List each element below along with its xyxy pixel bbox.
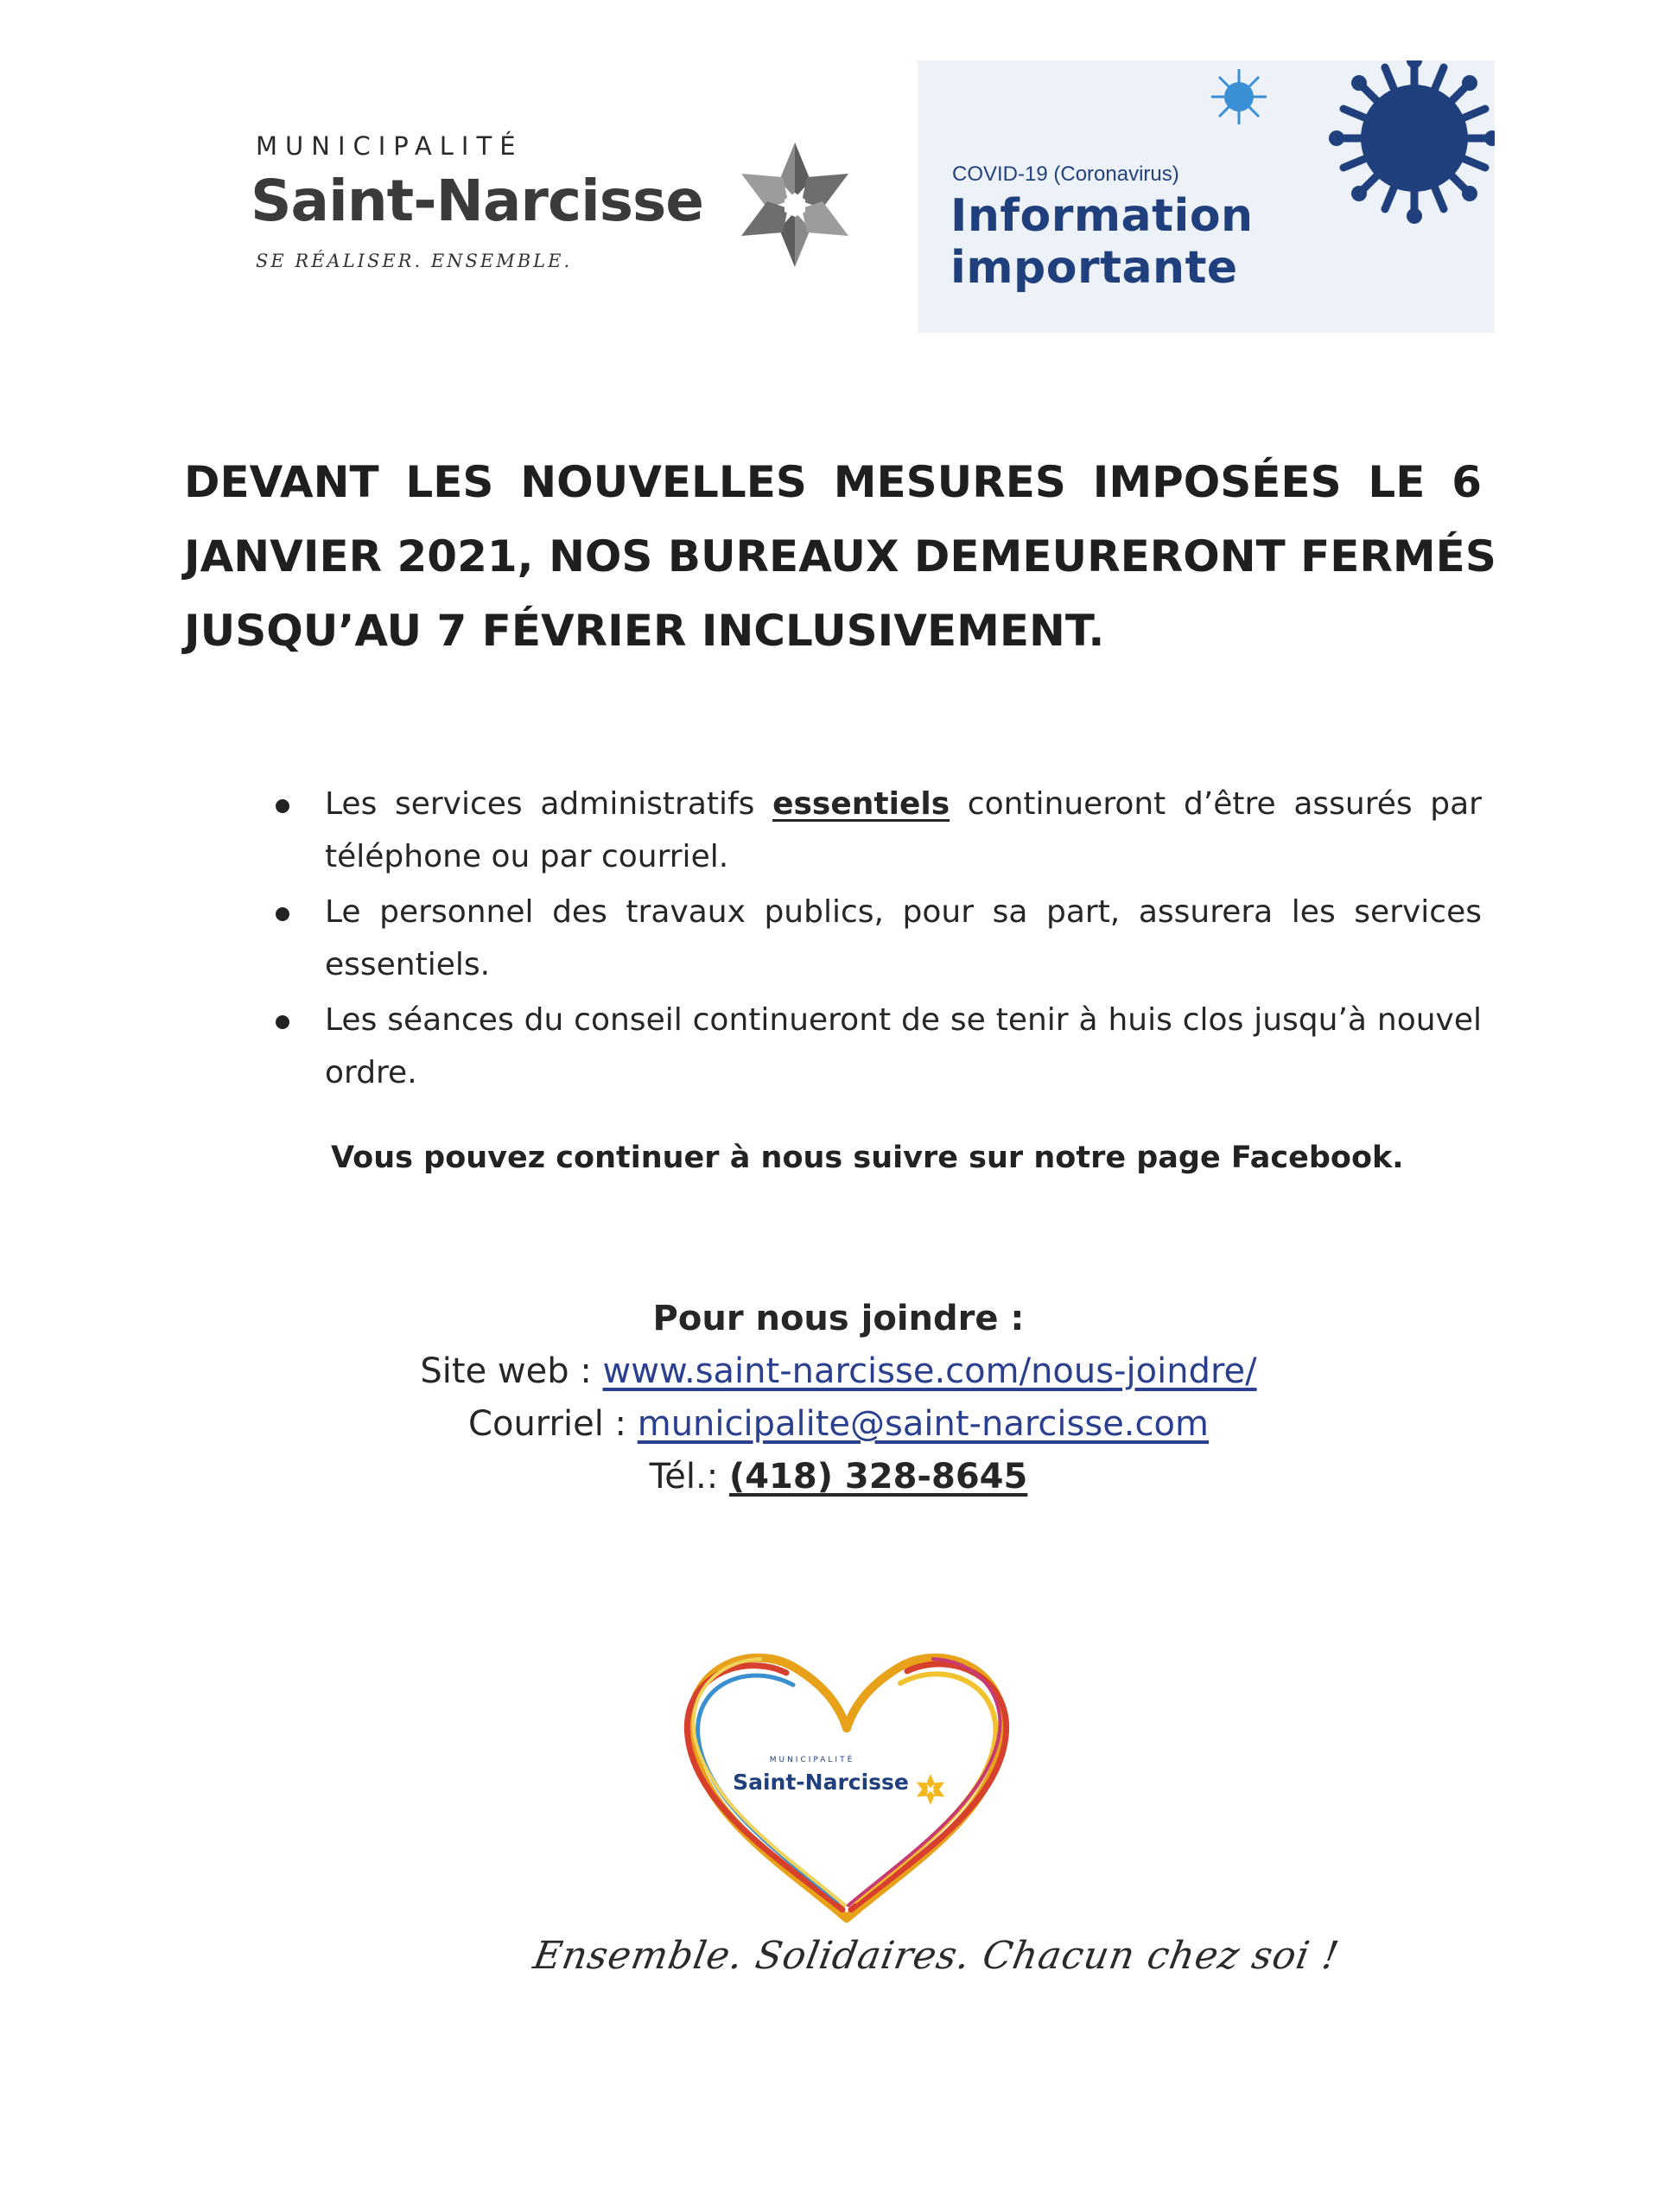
small-virus-icon bbox=[1208, 66, 1270, 128]
contact-block bbox=[0, 1293, 1677, 1503]
contact-website-row bbox=[0, 1345, 1677, 1398]
phone-label: Tél.: bbox=[649, 1457, 729, 1497]
contact-phone-row bbox=[0, 1451, 1677, 1503]
municipality-logo bbox=[251, 130, 873, 285]
website-link[interactable]: www.saint-narcisse.com/nous-joindre/ bbox=[602, 1351, 1257, 1391]
list-item-text-end: continueront d’être assurés par téléphone ou par courriel. bbox=[325, 786, 1482, 874]
phone-number: (418) 328-8645 bbox=[728, 1457, 1028, 1497]
bullet-icon bbox=[276, 907, 289, 921]
list-item bbox=[268, 994, 1482, 1099]
list-item-text bbox=[325, 778, 1482, 883]
covid-subtitle: COVID-19 (Coronavirus) bbox=[952, 162, 1179, 186]
essentiels-emphasis: essentiels bbox=[772, 786, 950, 822]
email-link[interactable]: municipalite@saint-narcisse.com bbox=[637, 1404, 1209, 1444]
headline-line-1: DEVANT LES NOUVELLES MESURES IMPOSÉES LE 6 bbox=[184, 457, 1482, 507]
covid-title-line-2: importante bbox=[950, 242, 1238, 294]
measures-list bbox=[268, 778, 1482, 1102]
logo-slogan: SE RÉALISER. ENSEMBLE. bbox=[256, 251, 573, 271]
list-item-text: Le personnel des travaux publics, pour sa part, assurera les services essentiels. bbox=[325, 894, 1482, 982]
covid-banner bbox=[918, 60, 1495, 333]
bullet-icon bbox=[276, 799, 289, 813]
website-label: Site web : bbox=[420, 1351, 603, 1391]
headline bbox=[184, 445, 1496, 668]
headline-line-3: JUSQU’AU 7 FÉVRIER INCLUSIVEMENT. bbox=[184, 606, 1105, 656]
headline-line-2: JANVIER 2021, NOS BUREAUX DEMEURERONT FERMÉS bbox=[184, 531, 1496, 582]
handwritten-slogan: Ensemble. Solidaires. Chacun chez soi ! bbox=[530, 1934, 1343, 1978]
list-item-text-start: Les services administratifs bbox=[325, 786, 773, 822]
heart-logo-kicker: MUNICIPALITÉ bbox=[769, 1756, 855, 1764]
facebook-note: Vous pouvez continuer à nous suivre sur notre page Facebook. bbox=[331, 1141, 1404, 1175]
list-item bbox=[268, 886, 1482, 991]
yellow-star-icon bbox=[914, 1773, 947, 1806]
list-item-text: Les séances du conseil continueront de se tenir à huis clos jusqu’à nouvel ordre. bbox=[325, 1002, 1482, 1090]
contact-email-row bbox=[0, 1398, 1677, 1451]
snowflake-star-icon bbox=[734, 140, 855, 270]
large-virus-icon bbox=[1324, 60, 1495, 225]
logo-kicker: MUNICIPALITÉ bbox=[256, 131, 524, 161]
list-item bbox=[268, 778, 1482, 883]
email-label: Courriel : bbox=[468, 1404, 638, 1444]
contact-heading: Pour nous joindre : bbox=[652, 1299, 1025, 1338]
covid-title-line-1: Information bbox=[950, 190, 1254, 242]
bullet-icon bbox=[276, 1015, 289, 1029]
logo-name: Saint-Narcisse bbox=[251, 168, 704, 234]
heart-logo-name: Saint-Narcisse bbox=[733, 1770, 909, 1795]
